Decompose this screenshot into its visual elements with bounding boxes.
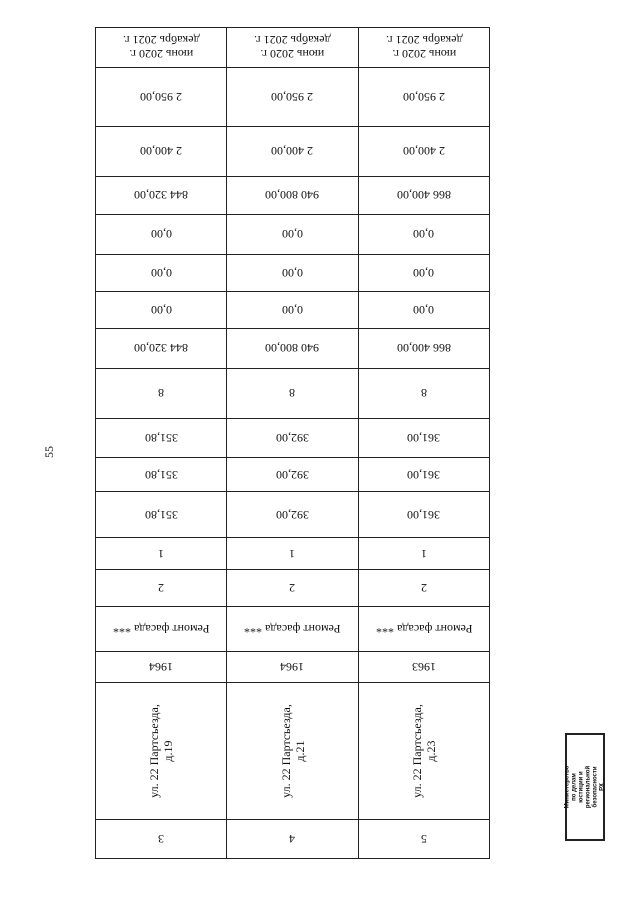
other-funds-text: 844 320,00 [134, 188, 189, 203]
table-row [227, 28, 358, 859]
row-number-text: 3 [158, 832, 165, 846]
value-cell [227, 292, 358, 329]
value-cell [96, 492, 227, 538]
address-text: ул. 22 Партсъезда, д.21 [278, 704, 307, 798]
work-type-text: Ремонт фасада *** [375, 622, 473, 637]
value-cell [96, 369, 227, 419]
value-cell [96, 458, 227, 492]
period-cell [359, 28, 490, 68]
row-number-cell [227, 820, 358, 859]
year-cell [227, 652, 358, 683]
value-cell [227, 215, 358, 255]
total-cost-text: 866 400,00 [396, 341, 451, 356]
total-area-text: 361,00 [407, 507, 441, 522]
table-row [359, 28, 490, 859]
value-cell [227, 329, 358, 369]
value-cell [227, 127, 358, 177]
other-funds-text: 940 800,00 [265, 188, 320, 203]
value-cell [96, 127, 227, 177]
entrances-text: 1 [420, 546, 427, 561]
value-cell [227, 538, 358, 570]
table-row [96, 28, 227, 859]
year-text: 1963 [411, 660, 436, 675]
entrances-text: 1 [158, 546, 165, 561]
address-text: ул. 22 Партсъезда, д.23 [409, 704, 438, 798]
total-cost-text: 844 320,00 [134, 341, 189, 356]
residents-text: 8 [420, 386, 427, 401]
period-cell [227, 28, 358, 68]
data-table [95, 27, 490, 859]
value-cell [359, 255, 490, 292]
value-cell [359, 538, 490, 570]
floors-text: 2 [289, 581, 296, 596]
value-cell [359, 215, 490, 255]
value-cell [359, 127, 490, 177]
value-cell [359, 492, 490, 538]
value-cell [96, 570, 227, 607]
area-text: 392,00 [275, 467, 309, 482]
period-text: июнь 2020 г. декабрь 2021 г. [122, 33, 200, 62]
local-budget-text: 0,00 [281, 227, 303, 242]
period-text: июнь 2020 г. декабрь 2021 г. [254, 33, 331, 62]
unit-cost-text: 2 400,00 [271, 144, 314, 159]
area-text: 351,80 [144, 467, 178, 482]
value-cell [359, 177, 490, 215]
local-budget-text: 0,00 [413, 227, 435, 242]
work-type-cell [96, 607, 227, 652]
value-cell [359, 419, 490, 459]
value-cell [96, 419, 227, 459]
work-type-cell [359, 607, 490, 652]
stamp-text: Министерство по делам юстиции и региональной безопасности РХ [564, 765, 606, 809]
region-budget-text: 0,00 [413, 265, 435, 280]
value-cell [96, 292, 227, 329]
address-cell [96, 683, 227, 820]
region-budget-text: 0,00 [281, 265, 303, 280]
living-area-text: 361,00 [407, 430, 441, 445]
living-area-text: 392,00 [275, 430, 309, 445]
value-cell [359, 329, 490, 369]
value-cell [96, 255, 227, 292]
value-cell [359, 292, 490, 329]
row-number-cell [359, 820, 490, 859]
local-budget-text: 0,00 [150, 227, 172, 242]
page-number: 55 [42, 446, 56, 458]
year-cell [359, 652, 490, 683]
cost-limit-text: 2 950,00 [140, 89, 183, 104]
value-cell [359, 369, 490, 419]
work-type-text: Ремонт фасада *** [112, 622, 210, 637]
ministry-stamp [565, 733, 605, 841]
value-cell [227, 177, 358, 215]
residents-text: 8 [289, 386, 296, 401]
row-number-cell [96, 820, 227, 859]
value-cell [227, 570, 358, 607]
total-area-text: 351,80 [144, 507, 178, 522]
year-text: 1964 [149, 660, 174, 675]
value-cell [96, 329, 227, 369]
value-cell [96, 215, 227, 255]
value-cell [227, 458, 358, 492]
value-cell [227, 419, 358, 459]
total-cost-text: 940 800,00 [265, 341, 320, 356]
address-cell [359, 683, 490, 820]
value-cell [359, 68, 490, 127]
fund-text: 0,00 [150, 302, 172, 317]
unit-cost-text: 2 400,00 [140, 144, 183, 159]
value-cell [96, 68, 227, 127]
address-cell [227, 683, 358, 820]
area-text: 361,00 [407, 467, 441, 482]
fund-text: 0,00 [413, 302, 435, 317]
value-cell [96, 177, 227, 215]
year-cell [96, 652, 227, 683]
total-area-text: 392,00 [275, 507, 309, 522]
period-text: июнь 2020 г. декабрь 2021 г. [385, 33, 463, 62]
work-type-text: Ремонт фасада *** [244, 622, 341, 637]
value-cell [96, 538, 227, 570]
fund-text: 0,00 [281, 302, 303, 317]
row-number-text: 4 [289, 832, 296, 846]
period-cell [96, 28, 227, 68]
cost-limit-text: 2 950,00 [402, 89, 445, 104]
living-area-text: 351,80 [144, 430, 178, 445]
cost-limit-text: 2 950,00 [271, 89, 314, 104]
value-cell [227, 68, 358, 127]
year-text: 1964 [280, 660, 305, 675]
value-cell [227, 369, 358, 419]
region-budget-text: 0,00 [150, 265, 172, 280]
residents-text: 8 [158, 386, 165, 401]
floors-text: 2 [158, 581, 165, 596]
unit-cost-text: 2 400,00 [402, 144, 445, 159]
value-cell [227, 492, 358, 538]
other-funds-text: 866 400,00 [396, 188, 451, 203]
value-cell [359, 570, 490, 607]
row-number-text: 5 [420, 832, 427, 846]
value-cell [359, 458, 490, 492]
work-type-cell [227, 607, 358, 652]
floors-text: 2 [420, 581, 427, 596]
value-cell [227, 255, 358, 292]
entrances-text: 1 [289, 546, 296, 561]
address-text: ул. 22 Партсъезда, д.19 [147, 704, 176, 798]
